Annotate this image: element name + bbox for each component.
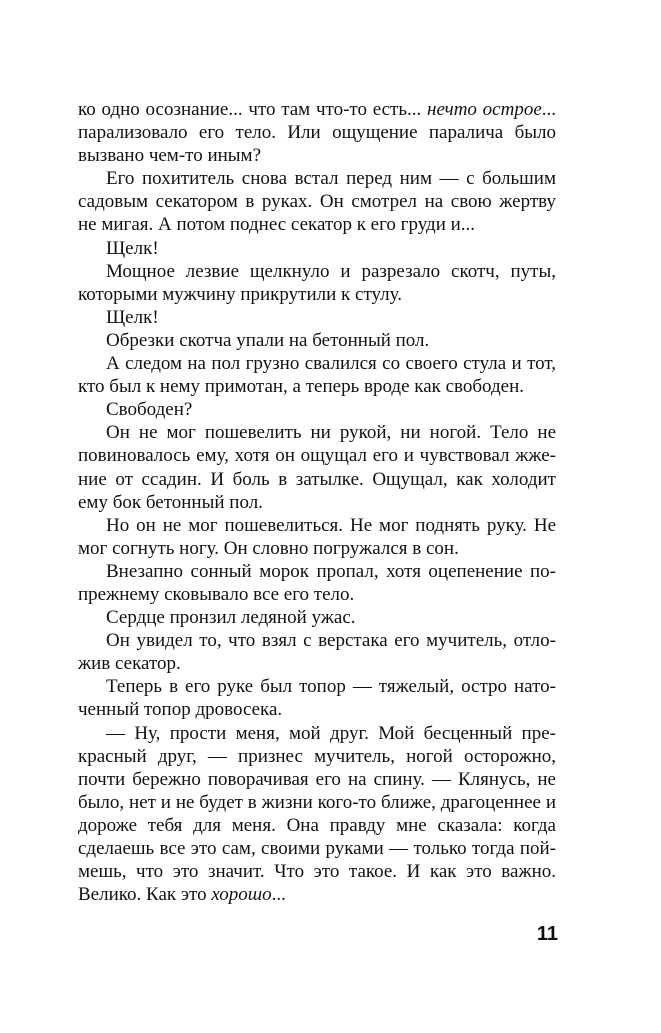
text-run: Теперь в его руке был топор — тяжелый, остро наточенный топор дровосека. — [78, 676, 556, 721]
text-block — [78, 98, 556, 906]
paragraph — [78, 421, 556, 513]
paragraph — [78, 237, 556, 260]
text-run: ко одно осознание... что там что-то есть... — [78, 99, 428, 120]
paragraph — [78, 560, 556, 606]
paragraph — [78, 514, 556, 560]
text-run: Сердце пронзил ледяной ужас. — [106, 607, 356, 629]
text-run: Щелк! — [106, 237, 159, 259]
text-run: Он увидел то, что взял с верстака его мучитель, отложив секатор. — [78, 630, 556, 675]
text-run: Мощное лезвие щелкнуло и разрезало скотч, путы, которыми мужчину прикрутили к стулу. — [78, 260, 556, 305]
paragraph — [78, 629, 556, 675]
paragraph — [78, 98, 556, 167]
paragraph — [78, 722, 556, 907]
paragraph — [78, 167, 556, 236]
italic-run: хорошо — [211, 884, 272, 906]
text-run: Но он не мог пошевелиться. Не мог поднять руку. Не мог согнуть ногу. Он словно погружался в сон. — [78, 514, 556, 559]
text-run: Свободен? — [106, 399, 193, 421]
text-run: Внезапно сонный морок пропал, хотя оцепенение по-прежнему сковывало все его тело. — [78, 560, 556, 605]
paragraph — [78, 306, 556, 329]
text-run: ... парализовало его тело. Или ощущение паралича было вызвано чем-то иным? — [78, 99, 557, 167]
text-run: Он не мог пошевелить ни рукой, ни ногой. Тело не повиновалось ему, хотя он ощущал его и чувствовал жжение от ссадин. И боль в затылке. Ощущал, как холодит ему бок бетонный пол. — [78, 422, 556, 513]
italic-run: нечто острое — [427, 99, 542, 120]
text-run: ... — [271, 884, 286, 906]
text-run: Обрезки скотча упали на бетонный пол. — [106, 329, 430, 351]
paragraph — [78, 260, 556, 306]
text-run: Щелк! — [106, 306, 159, 328]
paragraph — [78, 398, 556, 421]
text-run: Его похититель снова встал перед ним — с большим садовым секатором в руках. Он смотрел на свою жертву не мигая. А потом поднес секатор к его груди и... — [78, 168, 556, 236]
paragraph — [78, 675, 556, 721]
paragraph — [78, 606, 556, 629]
paragraph — [78, 352, 556, 398]
text-run: — Ну, прости меня, мой друг. Мой бесценный прекрасный друг, — признес мучитель, ногой осторожно, почти бережно поворачивая его на спину. — Клянусь, не было, нет и не будет в жизни кого-то ближе, драгоценнее и дороже тебя для меня. Она правду мне сказала: когда сделаешь все это сам, своими руками — только тогда поймешь, что это значит. Что это такое. И как это важно. Велико. Как это — [78, 722, 556, 906]
page-number: 11 — [536, 923, 558, 945]
paragraph — [78, 329, 556, 352]
text-run: А следом на пол грузно свалился со своего стула и тот, кто был к нему примотан, а теперь вроде как свободен. — [78, 353, 556, 398]
